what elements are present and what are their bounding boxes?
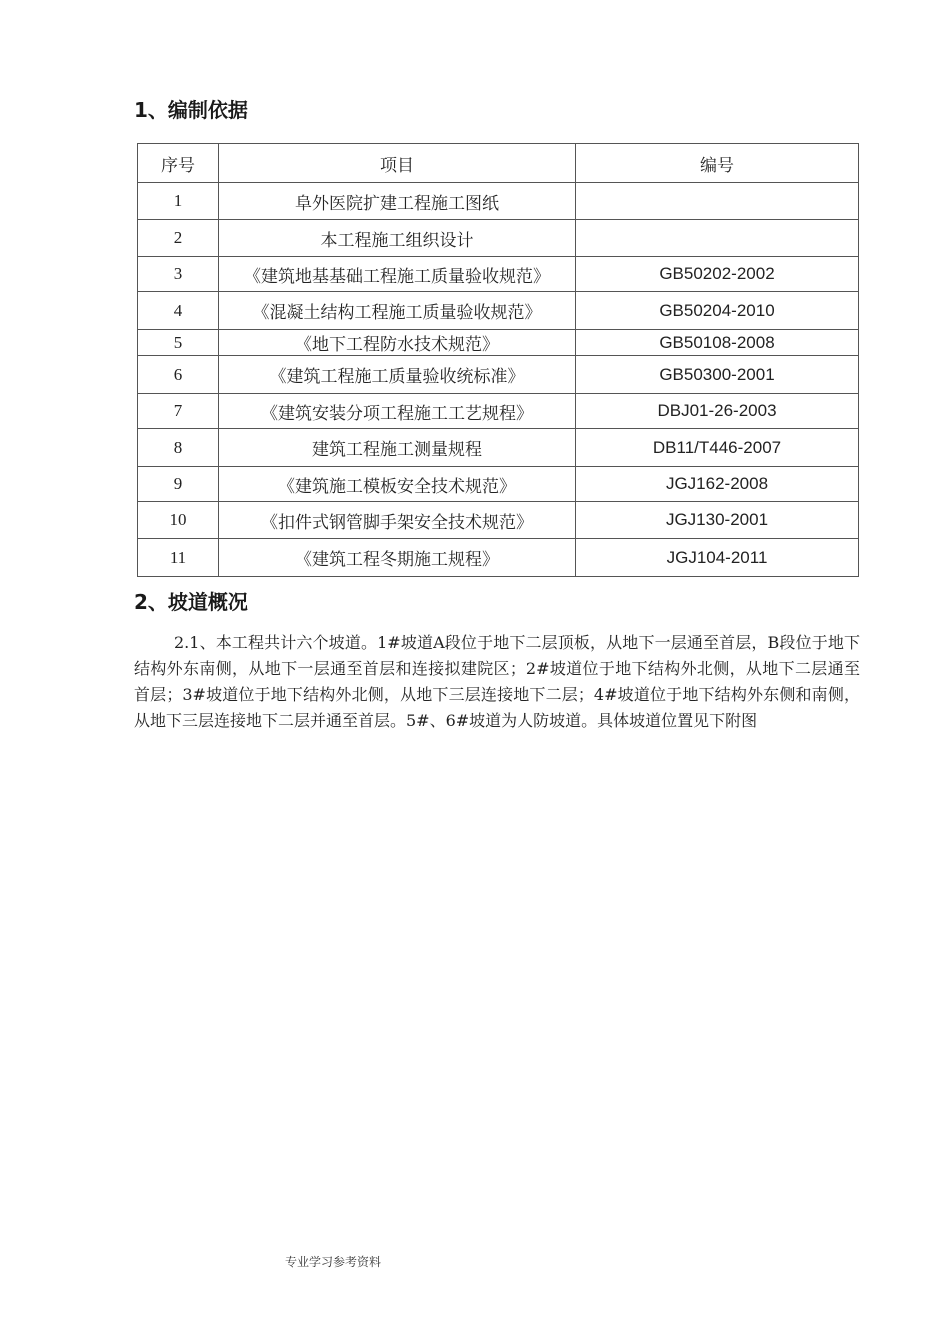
row-code [576, 220, 859, 257]
row-item: 《建筑工程施工质量验收统标准》 [219, 356, 576, 394]
row-item: 《建筑施工模板安全技术规范》 [219, 467, 576, 502]
row-number: 4 [138, 292, 219, 330]
table-row [138, 539, 859, 577]
row-item: 《建筑工程冬期施工规程》 [219, 539, 576, 577]
row-code [576, 183, 859, 220]
row-item: 《建筑地基基础工程施工质量验收规范》 [219, 257, 576, 292]
row-code: JGJ130-2001 [576, 502, 859, 539]
row-number: 2 [138, 220, 219, 257]
row-number: 5 [138, 330, 219, 356]
row-number: 7 [138, 394, 219, 429]
ramp-overview-paragraph [134, 630, 860, 734]
row-item: 《混凝土结构工程施工质量验收规范》 [219, 292, 576, 330]
table-header-row [138, 144, 859, 183]
row-item: 《建筑安装分项工程施工工艺规程》 [219, 394, 576, 429]
row-item: 《扣件式钢管脚手架安全技术规范》 [219, 502, 576, 539]
table-row [138, 502, 859, 539]
table-row [138, 183, 859, 220]
row-number: 8 [138, 429, 219, 467]
table-row [138, 467, 859, 502]
header-code: 编号 [576, 144, 859, 183]
row-number: 11 [138, 539, 219, 577]
row-code: DB11/T446-2007 [576, 429, 859, 467]
row-item: 《地下工程防水技术规范》 [219, 330, 576, 356]
row-item: 建筑工程施工测量规程 [219, 429, 576, 467]
row-code: GB50108-2008 [576, 330, 859, 356]
table-row [138, 429, 859, 467]
row-number: 6 [138, 356, 219, 394]
footer-note: 专业学习参考资料 [285, 1255, 382, 1269]
row-item: 阜外医院扩建工程施工图纸 [219, 183, 576, 220]
table-row [138, 292, 859, 330]
basis-table [137, 143, 859, 577]
row-number: 1 [138, 183, 219, 220]
row-code: DBJ01-26-2003 [576, 394, 859, 429]
row-code: JGJ104-2011 [576, 539, 859, 577]
row-item: 本工程施工组织设计 [219, 220, 576, 257]
table-row [138, 394, 859, 429]
ramp-overview-text: 2.1、本工程共计六个坡道。1#坡道A段位于地下二层顶板，从地下一层通至首层，B段位于地下结构外东南侧，从地下一层通至首层和连接拟建院区；2#坡道位于地下结构外北侧，从地下二层通至首层；3#坡道位于地下结构外北侧，从地下三层连接地下二层；4#坡道位于地下结构外东侧和南侧，从地下三层连接地下二层并通至首层。5#、6#坡道为人防坡道。具体坡道位置见下附图 [134, 633, 860, 730]
table-row [138, 330, 859, 356]
row-number: 10 [138, 502, 219, 539]
header-item: 项目 [219, 144, 576, 183]
table-row [138, 257, 859, 292]
row-number: 3 [138, 257, 219, 292]
row-number: 9 [138, 467, 219, 502]
table-row [138, 356, 859, 394]
row-code: GB50202-2002 [576, 257, 859, 292]
section-title-ramps: 2、坡道概况 [134, 590, 248, 614]
row-code: JGJ162-2008 [576, 467, 859, 502]
header-no: 序号 [138, 144, 219, 183]
section-title-basis: 1、编制依据 [134, 98, 248, 122]
row-code: GB50204-2010 [576, 292, 859, 330]
table-row [138, 220, 859, 257]
row-code: GB50300-2001 [576, 356, 859, 394]
